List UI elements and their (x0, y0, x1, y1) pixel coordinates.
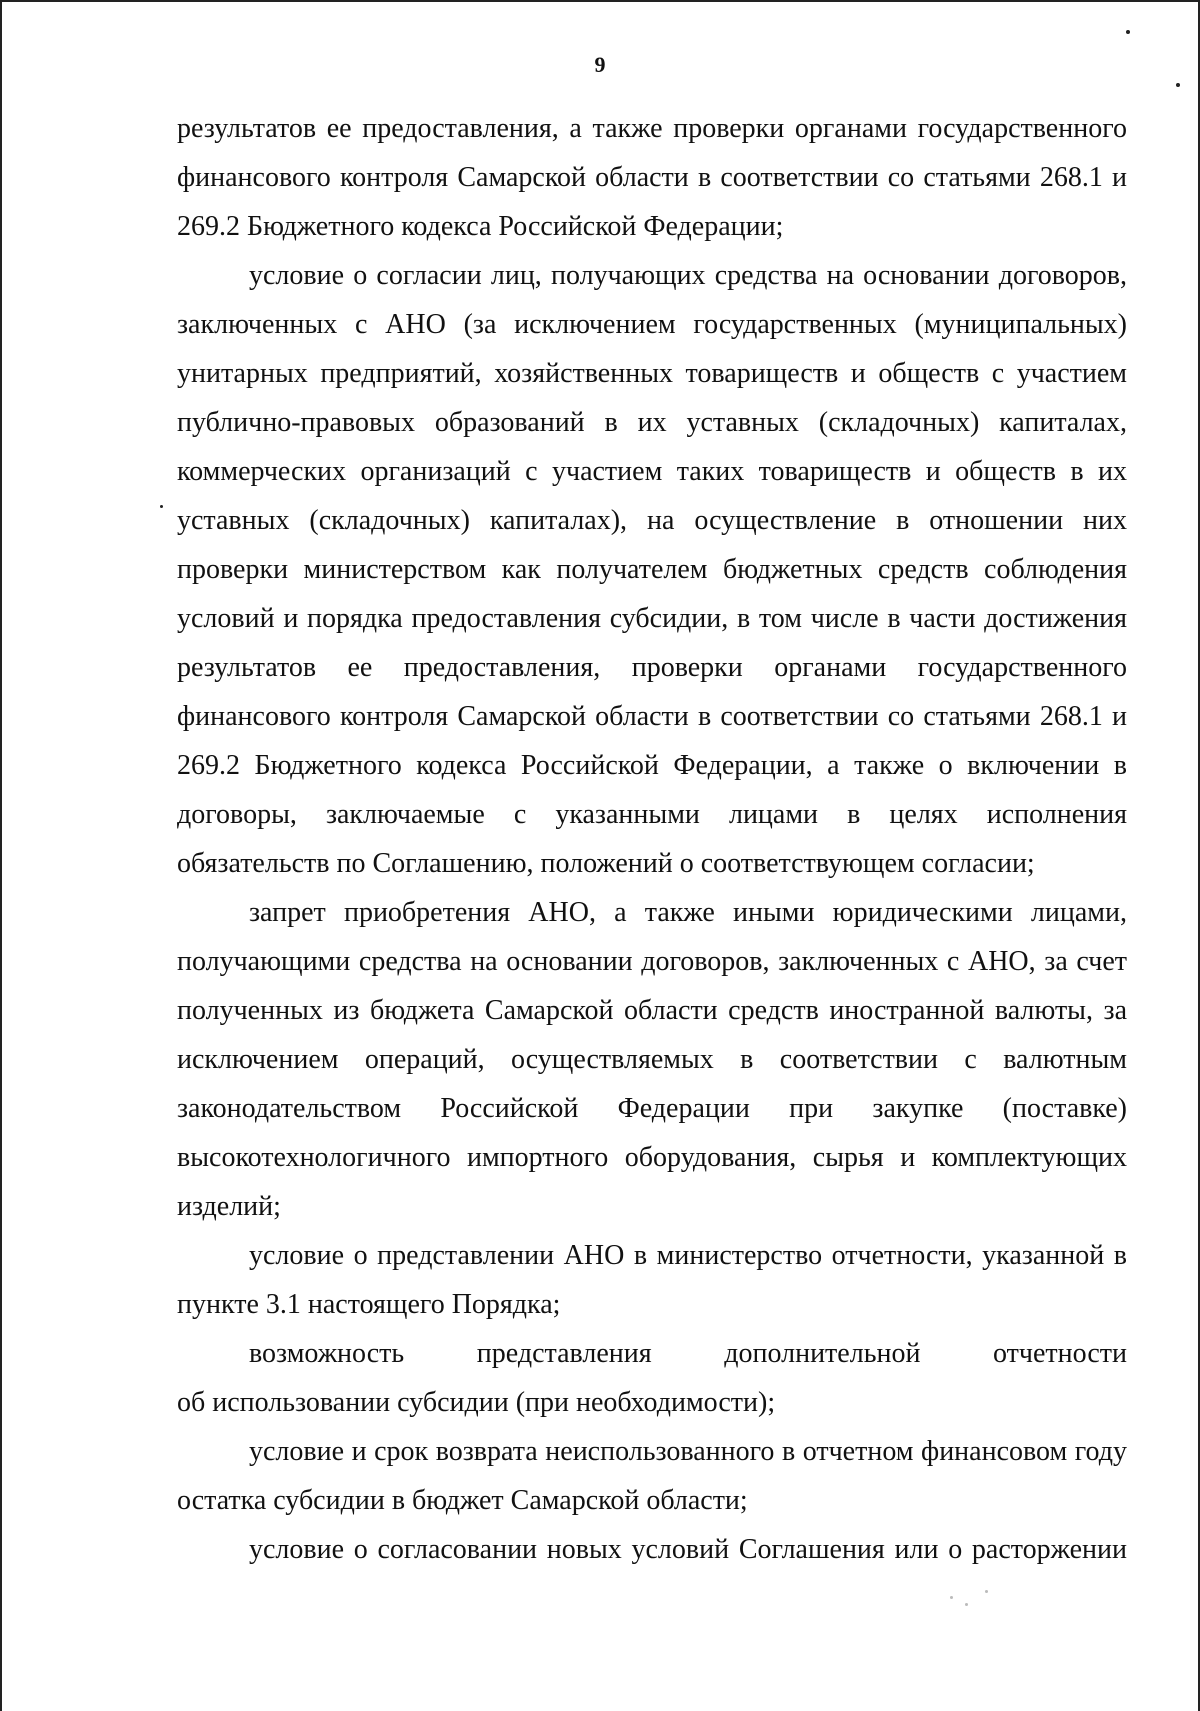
scan-speck (1126, 30, 1130, 34)
scan-smudge (950, 1596, 953, 1599)
scan-smudge (965, 1603, 968, 1606)
scan-border-top (0, 0, 1200, 2)
scan-speck (160, 505, 163, 508)
paragraph-continuation: результатов ее предоставления, а также проверки органами государственного финансового контроля Самарской области в соответствии со статьями 268.1 и 269.2 Бюджетного кодекса Российской Федерации; (177, 113, 1127, 242)
paragraph-consent-condition: условие о согласии лиц, получающих средства на основании договоров, заключенных с АНО (за исключением государственных (муниципальных) унитарных предприятий, хозяйственных товариществ и обществ с участием публично-правовых образований в их уставных (складочных) капиталах, коммерческих организаций с участием таких товариществ и обществ в их уставных (складочных) капиталах), на осуществление в отношении них проверки министерством как получателем бюджетных средств соблюдения условий и порядка предоставления субсидии, в том числе в части достижения результатов ее предоставления, проверки органами государственного финансового контроля Самарской области в соответствии со статьями 268.1 и 269.2 Бюджетного кодекса Российской Федерации, а также о включении в договоры, заключаемые с указанными лицами в целях исполнения обязательств по Соглашению, положений о соответствующем согласии; (177, 260, 1127, 879)
page-number: 9 (594, 52, 606, 77)
scan-speck (1176, 83, 1180, 87)
paragraph-currency-ban: запрет приобретения АНО, а также иными юридическими лицами, получающими средства на основании договоров, заключенных с АНО, за счет полученных из бюджета Самарской области средств иностранной валюты, за исключением операций, осуществляемых в соответствии с валютным законодательством Российской Федерации при закупке (поставке) высокотехнологичного импортного оборудования, сырья и комплектующих изделий; (177, 897, 1127, 1222)
paragraph-reporting-condition: условие о представлении АНО в министерство отчетности, указанной в пункте 3.1 настоящего Порядка; (177, 1240, 1127, 1320)
paragraph-additional-reporting-line-2: об использовании субсидии (при необходимости); (177, 1387, 776, 1418)
document-body (177, 104, 1127, 1574)
paragraph-refund-condition: условие и срок возврата неиспользованного в отчетном финансовом году остатка субсидии в бюджет Самарской области; (177, 1436, 1127, 1516)
paragraph-additional-reporting-line-1: возможность представления дополнительной отчетности (249, 1338, 1127, 1369)
scan-smudge (985, 1590, 988, 1593)
paragraph-new-terms-condition: условие о согласовании новых условий Соглашения или о расторжении (249, 1534, 1127, 1565)
paragraph-additional-reporting (177, 1329, 1127, 1427)
scan-border-left (0, 0, 2, 1711)
